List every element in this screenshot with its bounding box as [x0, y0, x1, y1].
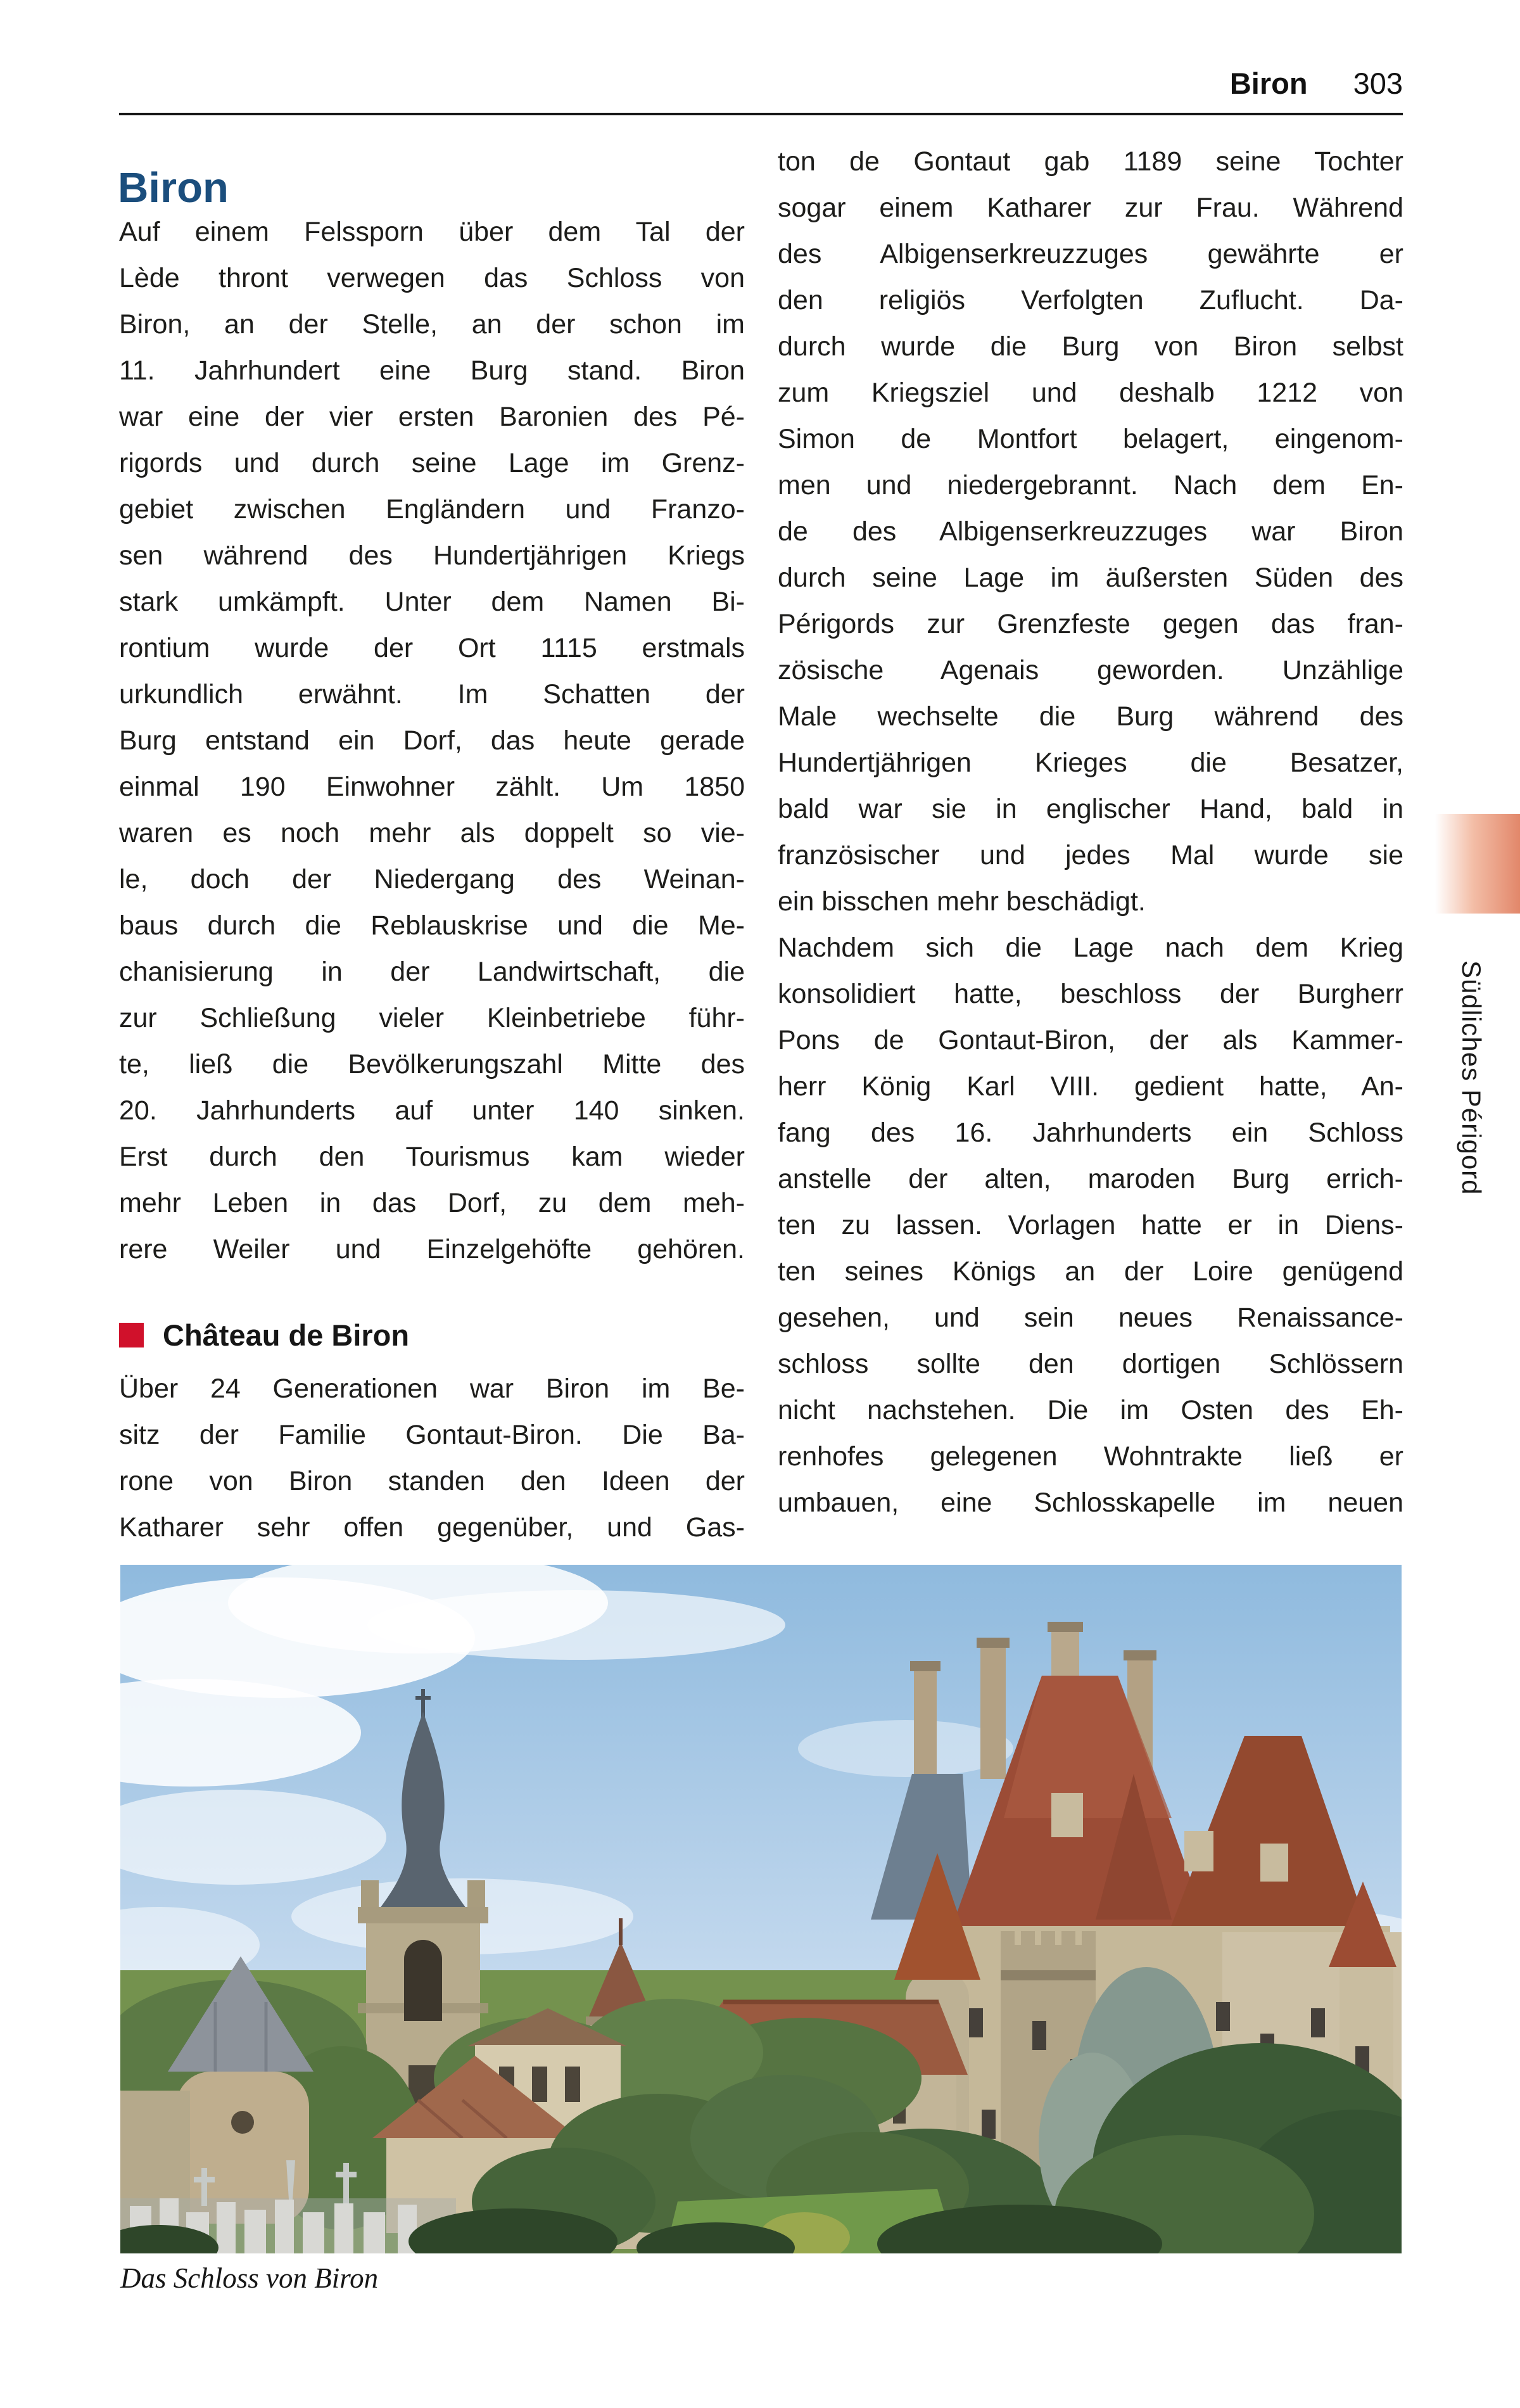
- text-line: des Albigenserkreuzzuges gewährte er: [778, 239, 1403, 269]
- subheading-label: Château de Biron: [163, 1318, 410, 1352]
- page-number: 303: [1353, 67, 1403, 100]
- text-line: herr König Karl VIII. gedient hatte, An-: [778, 1071, 1403, 1102]
- text-line: sitz der Familie Gontaut-Biron. Die Ba-: [119, 1420, 745, 1450]
- text-line: Auf einem Felssporn über dem Tal der: [119, 217, 745, 247]
- text-line: rone von Biron standen den Ideen der: [119, 1466, 745, 1496]
- text-line: Hundertjährigen Krieges die Besatzer,: [778, 748, 1403, 778]
- photo-chateau-de-biron: [120, 1565, 1402, 2253]
- text-line: fang des 16. Jahrhunderts ein Schloss: [778, 1118, 1403, 1148]
- text-line: zösische Agenais geworden. Unzählige: [778, 655, 1403, 685]
- text-line: 11. Jahrhundert eine Burg stand. Biron: [119, 355, 745, 386]
- text-line: ein bisschen mehr beschädigt.: [778, 886, 1146, 917]
- text-line: war eine der vier ersten Baronien des Pé-: [119, 402, 745, 432]
- header-rule: [119, 113, 1403, 115]
- text-line: rere Weiler und Einzelgehöfte gehören.: [119, 1234, 745, 1265]
- text-line: rontium wurde der Ort 1115 erstmals: [119, 633, 745, 663]
- text-line: Biron, an der Stelle, an der schon im: [119, 309, 745, 340]
- text-line: Périgords zur Grenzfeste gegen das fran-: [778, 609, 1403, 639]
- text-line: Male wechselte die Burg während des: [778, 701, 1403, 732]
- text-line: waren es noch mehr als doppelt so vie-: [119, 818, 745, 848]
- text-line: ten zu lassen. Vorlagen hatte er in Diens-: [778, 1210, 1403, 1240]
- running-head-title: Biron: [1229, 67, 1308, 100]
- left-column-paragraph-1: [119, 209, 745, 1273]
- text-line: zur Schließung vieler Kleinbetriebe führ-: [119, 1003, 745, 1033]
- text-line: französischer und jedes Mal wurde sie: [778, 840, 1403, 870]
- page-header: [119, 66, 1403, 101]
- text-line: einmal 190 Einwohner zählt. Um 1850: [119, 772, 745, 802]
- red-square-bullet: [119, 1323, 144, 1347]
- text-line: nicht nachstehen. Die im Osten des Eh-: [778, 1395, 1403, 1425]
- text-line: bald war sie in englischer Hand, bald in: [778, 794, 1403, 824]
- text-line: te, ließ die Bevölkerungszahl Mitte des: [119, 1049, 745, 1080]
- right-column: [778, 139, 1403, 1526]
- text-line: Über 24 Generationen war Biron im Be-: [119, 1373, 745, 1404]
- text-line: baus durch die Reblauskrise und die Me-: [119, 910, 745, 941]
- text-line: den religiös Verfolgten Zuflucht. Da-: [778, 285, 1403, 315]
- text-line: schloss sollte den dortigen Schlössern: [778, 1349, 1403, 1379]
- text-line: rigords und durch seine Lage im Grenz-: [119, 448, 745, 478]
- text-line: urkundlich erwähnt. Im Schatten der: [119, 679, 745, 710]
- article-subheading: [119, 1318, 409, 1353]
- text-line: mehr Leben in das Dorf, zu dem meh-: [119, 1188, 745, 1218]
- left-column-paragraph-2: [119, 1366, 745, 1551]
- text-line: gebiet zwischen Engländern und Franzo-: [119, 494, 745, 525]
- text-line: anstelle der alten, maroden Burg errich-: [778, 1164, 1403, 1194]
- text-line: sen während des Hundertjährigen Kriegs: [119, 540, 745, 571]
- text-line: Simon de Montfort belagert, eingenom-: [778, 424, 1403, 454]
- article-heading: Biron: [118, 163, 229, 212]
- text-line: zum Kriegsziel und deshalb 1212 von: [778, 378, 1403, 408]
- text-line: le, doch der Niedergang des Weinan-: [119, 864, 745, 895]
- text-line: Pons de Gontaut-Biron, der als Kammer-: [778, 1025, 1403, 1055]
- text-line: umbauen, eine Schlosskapelle im neuen: [778, 1487, 1403, 1518]
- text-line: Lède thront verwegen das Schloss von: [119, 263, 745, 293]
- sidebar-tab-label: Südliches Périgord: [1457, 960, 1486, 1195]
- text-line: de des Albigenserkreuzzuges war Biron: [778, 516, 1403, 547]
- text-line: ton de Gontaut gab 1189 seine Tochter: [778, 146, 1403, 177]
- text-line: gesehen, und sein neues Renaissance-: [778, 1303, 1403, 1333]
- sidebar-tab-bar: [1435, 814, 1520, 914]
- text-line: ten seines Königs an der Loire genügend: [778, 1256, 1403, 1287]
- text-line: Erst durch den Tourismus kam wieder: [119, 1142, 745, 1172]
- text-line: 20. Jahrhunderts auf unter 140 sinken.: [119, 1095, 745, 1126]
- photo-caption: Das Schloss von Biron: [120, 2262, 379, 2294]
- text-line: Burg entstand ein Dorf, das heute gerade: [119, 725, 745, 756]
- text-line: chanisierung in der Landwirtschaft, die: [119, 957, 745, 987]
- text-line: stark umkämpft. Unter dem Namen Bi-: [119, 587, 745, 617]
- text-line: men und niedergebrannt. Nach dem En-: [778, 470, 1403, 500]
- text-line: Katharer sehr offen gegenüber, und Gas-: [119, 1512, 745, 1543]
- text-line: durch wurde die Burg von Biron selbst: [778, 331, 1403, 362]
- text-line: Nachdem sich die Lage nach dem Krieg: [778, 933, 1403, 963]
- text-line: sogar einem Katharer zur Frau. Während: [778, 193, 1403, 223]
- text-line: renhofes gelegenen Wohntrakte ließ er: [778, 1441, 1403, 1472]
- photo-illustration: [120, 1565, 1402, 2253]
- text-line: durch seine Lage im äußersten Süden des: [778, 563, 1403, 593]
- text-line: konsolidiert hatte, beschloss der Burgherr: [778, 979, 1403, 1009]
